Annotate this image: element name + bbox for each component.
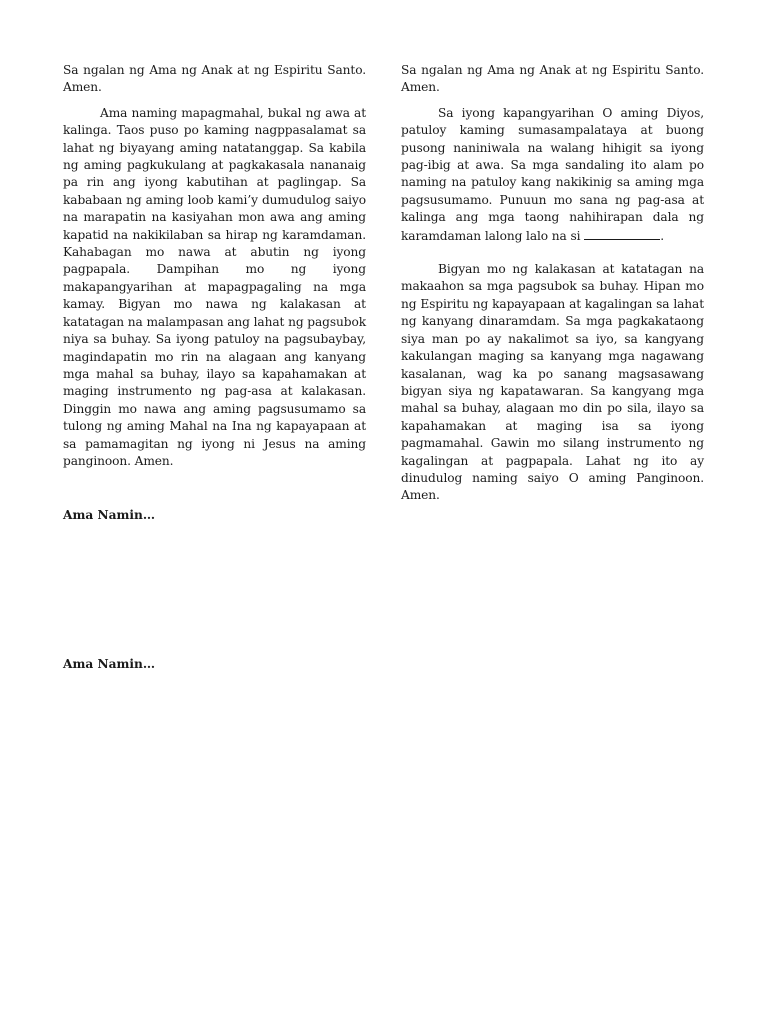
ama-namin-heading-2: Ama Namin… <box>63 657 156 671</box>
right-prayer-paragraph-2: Bigyan mo ng kalakasan at katatagan na makaahon sa mga pagsubok sa buhay. Hipan mo ng Espiritu ng kapayapaan at kagalingan sa lahat ng kanyang dinaramdam. Sa mga pagkakataong siya man po ay nakalimot sa iyo, sa kangyang kakulangan maging sa kanyang mga nagawang kasalanan, wag ka po sanang magsasawang bigyan siya ng kapatawaran. Sa kangyang mga mahal sa buhay, alagaan mo din po sila, ilayo sa kapahamakan at maging isa sa iyong pagmamahal. Gawin mo silang instrumento ng kagalingan at pagpapala. Lahat ng ito ay dinudulog naming saiyo O aming Panginoon. Amen. <box>401 262 704 503</box>
right-paragraph-1-text: Sa iyong kapangyarihan O aming Diyos, patuloy kaming sumasampalataya at buong pusong naniniwala na walang hihigit sa iyong pag-ibig at awa. Sa mga sandaling ito alam po naming na patuloy kang nakikinig sa aming mga pagsusumamo. Punuun mo sana ng pag-asa at kalinga ang mga taong nahihirapan dala ng karamdaman lalong lalo na si <box>401 105 704 243</box>
left-opening-line: Sa ngalan ng Ama ng Anak at ng Espiritu Santo. Amen. <box>63 63 366 95</box>
name-blank-line <box>584 227 660 240</box>
right-prayer-paragraph-1 <box>401 105 704 245</box>
left-prayer-column <box>63 62 366 486</box>
right-paragraph-1-end: . <box>660 228 665 243</box>
right-prayer-column <box>401 62 704 521</box>
ama-namin-heading-1: Ama Namin… <box>63 508 156 522</box>
right-opening-line: Sa ngalan ng Ama ng Anak at ng Espiritu Santo. Amen. <box>401 63 704 95</box>
left-prayer-paragraph: Ama naming mapagmahal, bukal ng awa at kalinga. Taos puso po kaming nagppasalamat sa lahat ng biyayang aming natatanggap. Sa kabila ng aming pagkukulang at pagkakasala nananaig pa rin ang iyong kabutihan at paglingap. Sa kababaan ng aming loob kami’y dumudulog saiyo na marapatin na kasiyahan mon awa ang aming kapatid na nakikilaban sa hirap ng karamdaman. Kahabagan mo nawa at abutin ng iyong pagpapala. Dampihan mo ng iyong makapangyarihan at mapagpagaling na mga kamay. Bigyan mo nawa ng kalakasan at katatagan na malampasan ang lahat ng pagsubok niya sa buhay. Sa iyong patuloy na pagsubaybay, magindapatin mo rin na alagaan ang kanyang mga mahal sa buhay, ilayo sa kapahamakan at maging instrumento ng pag-asa at kalakasan. Dinggin mo nawa ang aming pagsusumamo sa tulong ng aming Mahal na Ina ng kapayapaan at sa pamamagitan ng iyong ni Jesus na aming panginoon. Amen. <box>63 105 366 468</box>
